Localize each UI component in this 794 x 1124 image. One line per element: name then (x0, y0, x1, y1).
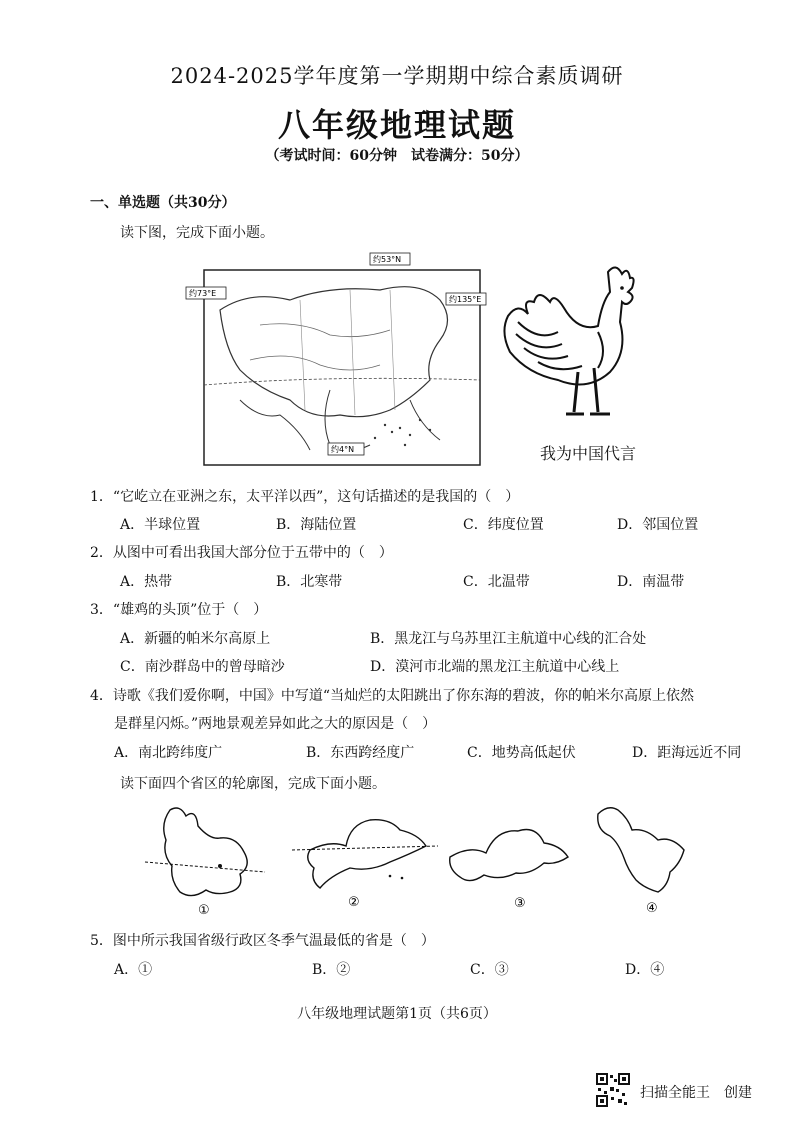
map-label-south: 约4°N (331, 445, 355, 454)
q5-option-c: C．③ (470, 962, 509, 978)
outline-label-4: ④ (646, 901, 658, 916)
q1-option-a: A．半球位置 (120, 517, 201, 533)
q4-option-a: A．南北跨纬度广 (114, 745, 223, 761)
instruction-text-2: 读下面四个省区的轮廓图，完成下面小题。 (120, 776, 386, 792)
q2-option-b: B．北寒带 (276, 574, 343, 590)
q5-option-b: B．② (312, 962, 351, 978)
province-outline-4 (588, 800, 698, 920)
question-1-stem: 1．“它屹立在亚洲之东，太平洋以西”，这句话描述的是我国的（ ） (90, 489, 520, 505)
q2-option-a: A．热带 (120, 574, 173, 590)
outline-label-2: ② (348, 895, 360, 910)
china-map-figure (180, 250, 490, 470)
q1-option-d: D．邻国位置 (617, 517, 699, 533)
q2-option-c: C．北温带 (463, 574, 530, 590)
question-2-stem: 2．从图中可看出我国大部分位于五带中的（ ） (90, 545, 393, 561)
q5-option-a: A．① (114, 962, 153, 978)
scanner-watermark: 扫描全能王 创建 (640, 1085, 752, 1101)
instruction-text: 读下图，完成下面小题。 (120, 225, 274, 241)
page-footer: 八年级地理试题第1页（共6页） (297, 1006, 497, 1022)
page-title: 八年级地理试题 (277, 106, 516, 144)
q2-option-d: D．南温带 (617, 574, 685, 590)
q5-option-d: D．④ (625, 962, 665, 978)
province-outline-1 (140, 800, 270, 920)
rooster-caption: 我为中国代言 (540, 444, 637, 463)
exam-header-line: 2024-2025学年度第一学期期中综合素质调研 (170, 64, 624, 88)
question-4-stem-cont: 是群星闪烁。”两地景观差异如此之大的原因是（ ） (114, 716, 437, 732)
q4-option-c: C．地势高低起伏 (467, 745, 576, 761)
q3-option-a: A．新疆的帕米尔高原上 (120, 631, 271, 647)
q3-option-c: C．南沙群岛中的曾母暗沙 (120, 659, 285, 675)
qr-code-icon (596, 1073, 630, 1107)
q3-option-b: B．黑龙江与乌苏里江主航道中心线的汇合处 (370, 631, 647, 647)
q4-option-d: D．距海远近不同 (632, 745, 742, 761)
rooster-illustration (498, 262, 648, 422)
map-label-north: 约53°N (373, 255, 402, 264)
question-4-stem: 4．诗歌《我们爱你啊，中国》中写道“当灿烂的太阳跳出了你东海的碧波，你的帕米尔高原上依然 (90, 688, 695, 704)
outline-label-3: ③ (514, 896, 526, 910)
q4-option-b: B．东西跨经度广 (306, 745, 415, 761)
question-3-stem: 3．“雄鸡的头顶”位于（ ） (90, 602, 268, 618)
section-heading: 一、单选题（共30分） (90, 195, 236, 211)
q3-option-d: D．漠河市北端的黑龙江主航道中心线上 (370, 659, 620, 675)
outline-label-1: ① (198, 903, 210, 918)
map-label-west: 约73°E (189, 289, 217, 298)
map-label-east: 约135°E (449, 295, 482, 304)
q1-option-b: B．海陆位置 (276, 517, 357, 533)
q1-option-c: C．纬度位置 (463, 517, 544, 533)
province-outline-2 (290, 810, 440, 910)
province-outline-3 (440, 815, 590, 910)
question-5-stem: 5．图中所示我国省级行政区冬季气温最低的省是（ ） (90, 933, 435, 949)
exam-info: （考试时间：60分钟 试卷满分：50分） (265, 148, 529, 164)
